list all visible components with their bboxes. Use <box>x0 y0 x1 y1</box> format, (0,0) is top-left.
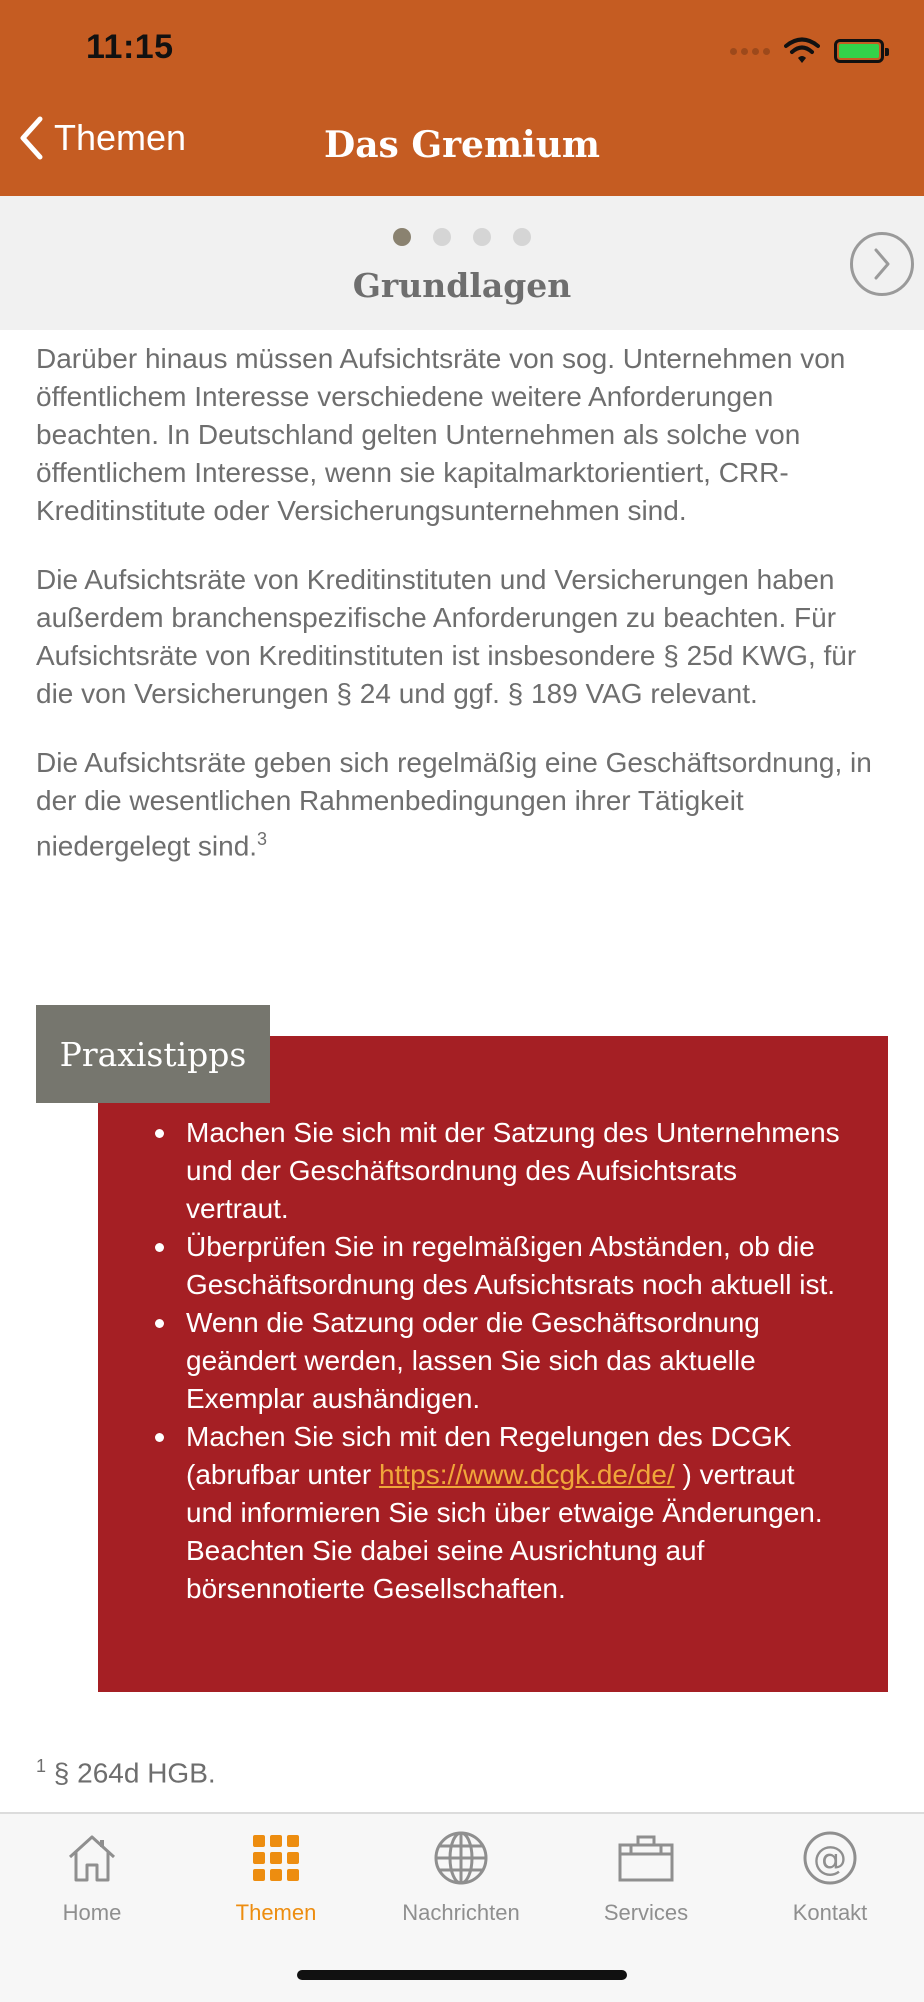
battery-icon <box>834 39 884 63</box>
page-dot[interactable] <box>473 228 491 246</box>
status-time: 11:15 <box>86 28 174 66</box>
wifi-icon <box>784 37 820 65</box>
tab-label: Kontakt <box>792 1900 868 1925</box>
tab-home[interactable] <box>0 1826 184 1926</box>
tab-services[interactable] <box>554 1826 738 1926</box>
footnote-ref[interactable]: 3 <box>257 829 268 849</box>
paragraph: Darüber hinaus müssen Aufsichtsräte von sog. Unternehmen von öffentlichem Interesse verschiedene weitere Anforderungen beachten. In Deutschland gelten Unternehmen als solche von öffentlichem Interesse, wenn sie kapitalmarktorientiert, CRR-Kreditinstitute oder Versicherungsunternehmen sind. <box>36 343 846 526</box>
globe-icon <box>433 1830 489 1886</box>
svg-text:@: @ <box>813 1839 847 1879</box>
cellular-signal-icon <box>730 48 770 55</box>
tab-label: Services <box>603 1900 689 1925</box>
tab-label: Home <box>62 1900 122 1925</box>
footnote-text: § 264d HGB. <box>46 1757 216 1789</box>
article-body <box>36 340 896 896</box>
paragraph <box>36 744 896 865</box>
section-header <box>0 196 924 330</box>
footnote-number: 1 <box>36 1756 47 1776</box>
chevron-right-icon <box>871 247 893 281</box>
list-item <box>142 1418 842 1608</box>
tab-kontakt[interactable] <box>738 1826 922 1926</box>
paragraph-text: Die Aufsichtsräte geben sich regelmäßig eine Geschäftsordnung, in der die wesentlichen Rahmenbedingungen ihrer Tätigkeit niedergelegt sind. <box>36 747 872 862</box>
at-icon <box>802 1830 858 1886</box>
tab-label: Themen <box>235 1900 317 1925</box>
nav-header <box>0 0 924 196</box>
status-indicators <box>730 34 884 68</box>
list-item: Wenn die Satzung oder die Geschäftsordnung geändert werden, lassen Sie sich das aktuelle Exemplar aushändigen. <box>142 1304 842 1418</box>
grid-icon <box>251 1833 301 1883</box>
page-dot[interactable] <box>433 228 451 246</box>
briefcase-icon <box>617 1833 675 1883</box>
tab-nachrichten[interactable] <box>369 1826 553 1926</box>
dcgk-link[interactable]: https://www.dcgk.de/de/ <box>379 1459 675 1490</box>
page-dot[interactable] <box>513 228 531 246</box>
praxistipps-label: Praxistipps <box>36 1005 270 1103</box>
tips-list <box>142 1114 842 1608</box>
paragraph: Die Aufsichtsräte von Kreditinstituten und Versicherungen haben außerdem branchenspezifische Anforderungen zu beachten. Für Aufsichtsräte von Kreditinstituten ist insbesondere § 25d KWG, für die von Versicherungen § 24 und ggf. § 189 VAG relevant. <box>36 564 857 709</box>
tab-label: Nachrichten <box>402 1900 520 1925</box>
section-title: Grundlagen <box>352 266 572 305</box>
home-icon <box>66 1832 118 1884</box>
back-label: Themen <box>54 117 187 158</box>
tip-text: Machen Sie sich mit den Regelungen des DCGK (abrufbar unter <box>186 1421 792 1490</box>
tip-text: ) vertraut und informieren Sie sich über etwaige Änderungen. Beachten Sie dabei seine Ausrichtung auf börsennotierte Gesellschaften. <box>186 1459 823 1604</box>
page-title: Das Gremium <box>324 124 600 166</box>
page-indicator <box>0 228 924 246</box>
home-indicator[interactable] <box>297 1970 627 1980</box>
praxistipps-box <box>98 1036 888 1692</box>
page-dot[interactable] <box>393 228 411 246</box>
footnote <box>36 1756 216 1789</box>
tab-themen[interactable] <box>184 1826 368 1926</box>
next-page-button[interactable] <box>850 232 914 296</box>
list-item: Überprüfen Sie in regelmäßigen Abständen, ob die Geschäftsordnung des Aufsichtsrats noch aktuell ist. <box>142 1228 842 1304</box>
list-item: Machen Sie sich mit der Satzung des Unternehmens und der Geschäftsordnung des Aufsichtsrats vertraut. <box>142 1114 842 1228</box>
